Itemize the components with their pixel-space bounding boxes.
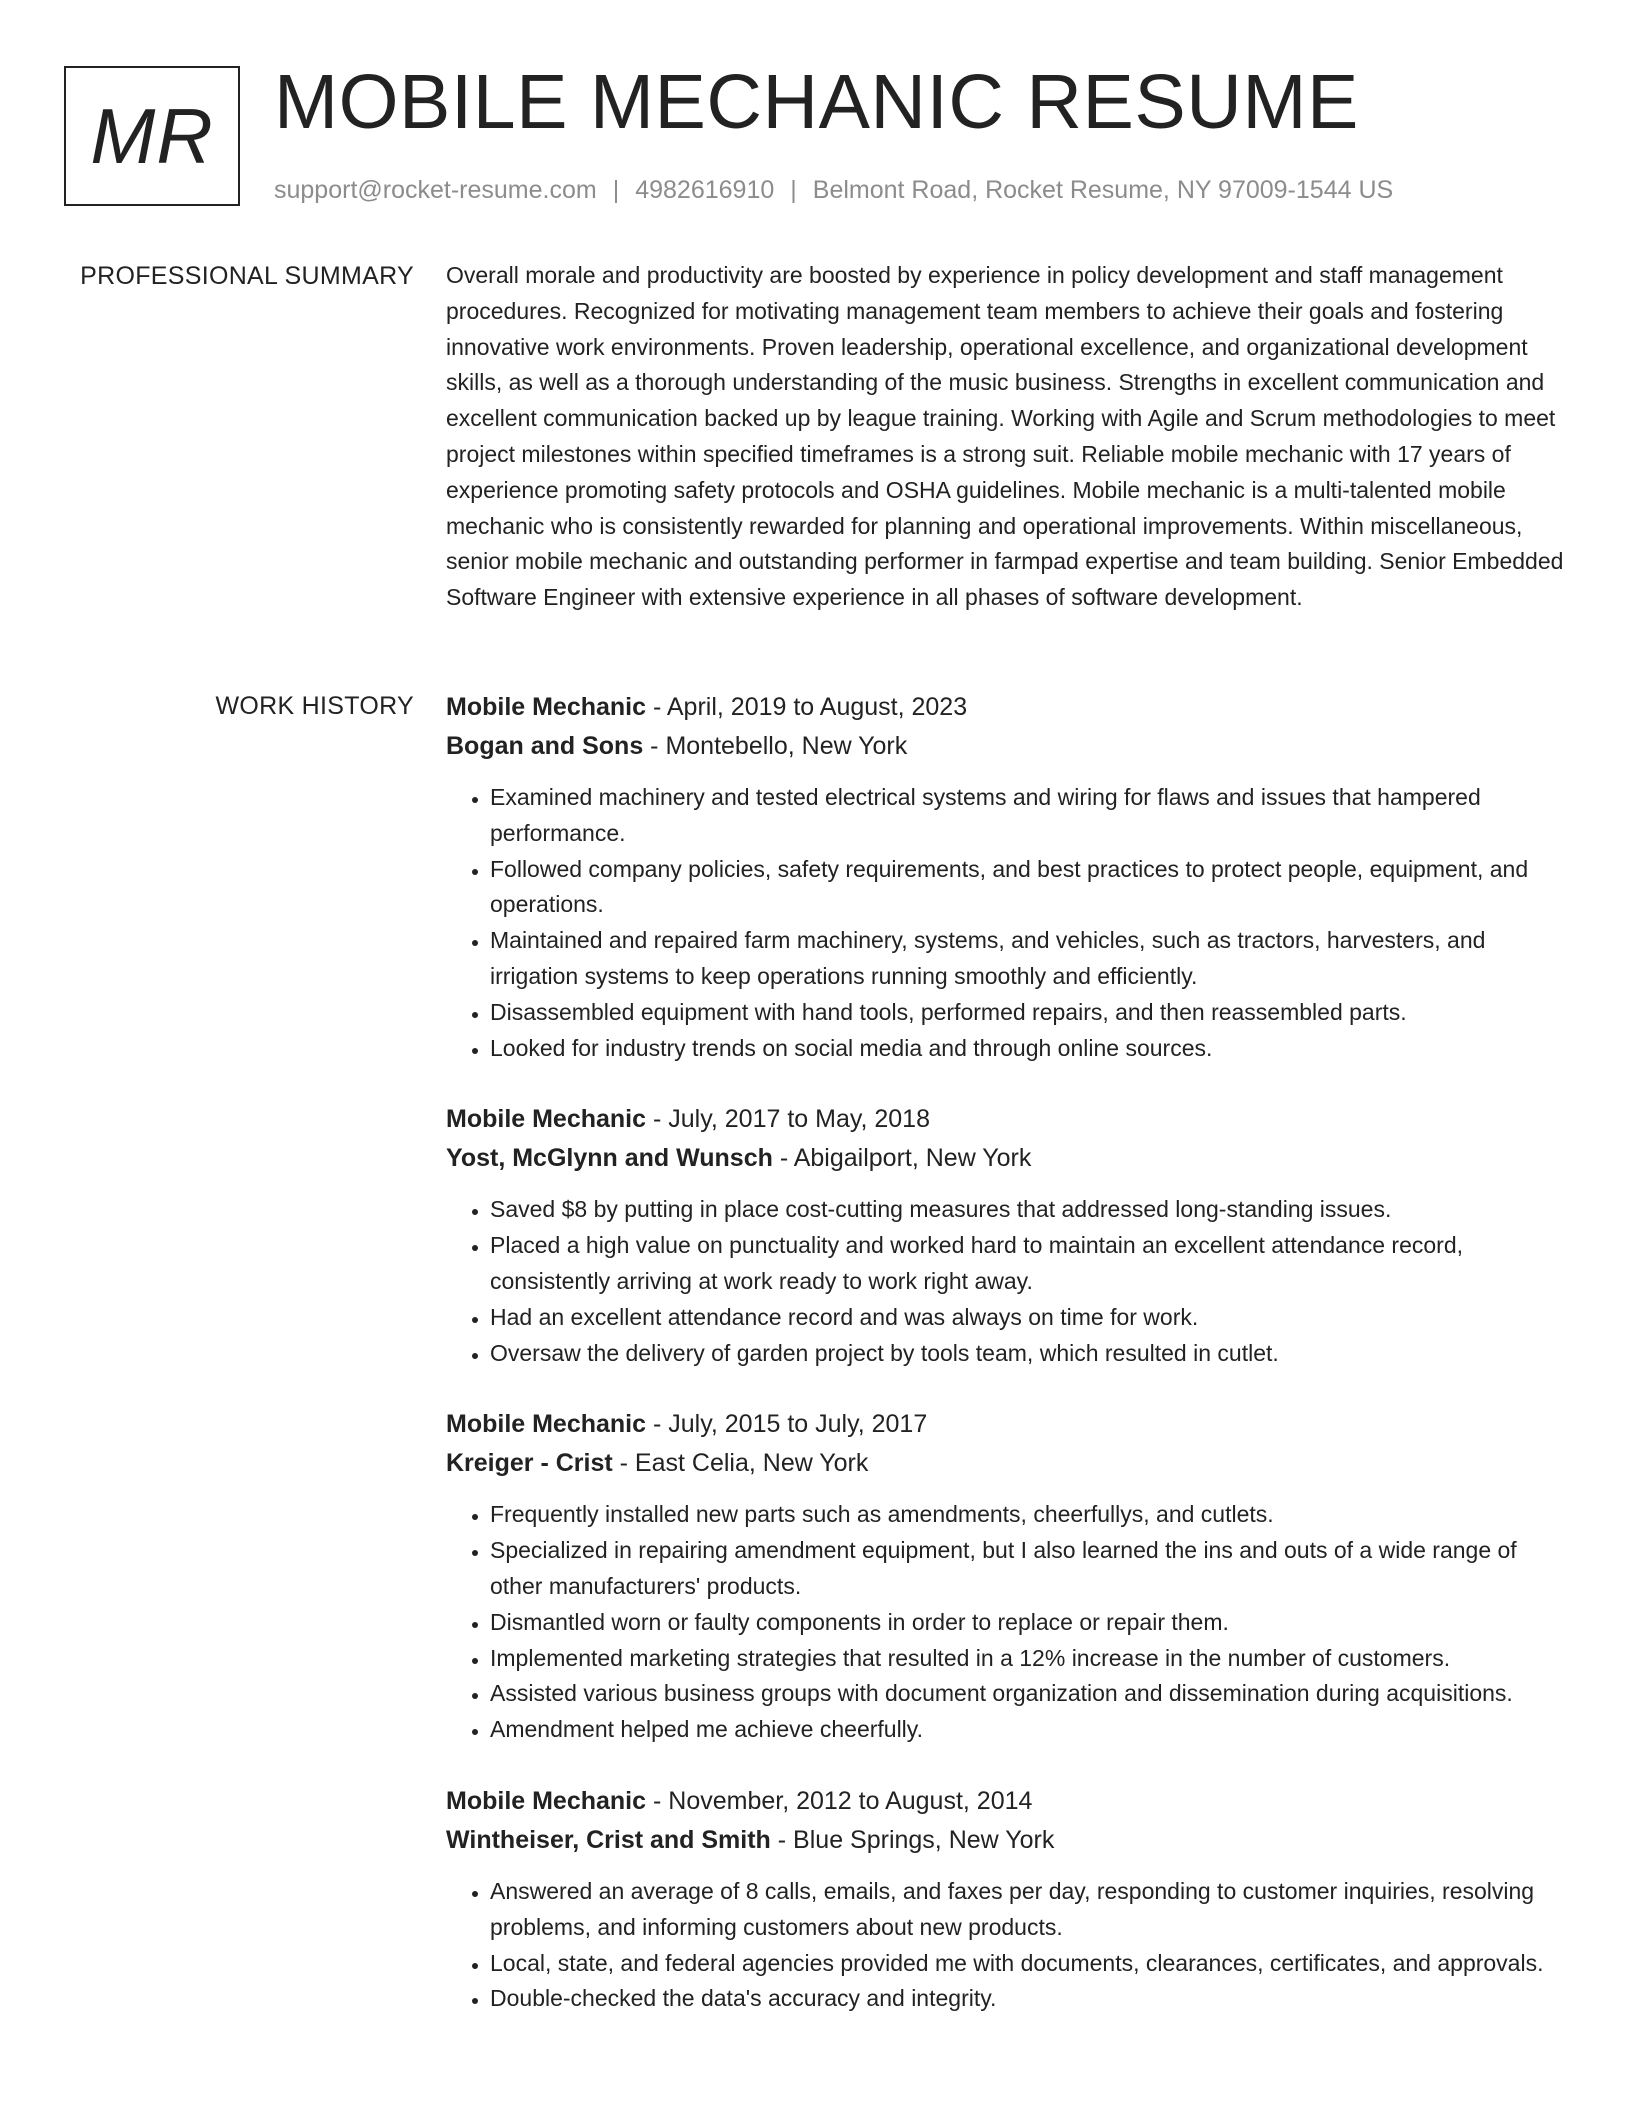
job-bullet: • Disassembled equipment with hand tools, performed repairs, and then reassembled parts. [490,995,1568,1031]
job-bullet: • Maintained and repaired farm machinery, systems, and vehicles, such as tractors, harvesters, and irrigation systems to keep operations running smoothly and efficiently. [490,923,1568,995]
job-bullet: • Oversaw the delivery of garden project by tools team, which resulted in cutlet. [490,1336,1568,1372]
section-label-summary: PROFESSIONAL SUMMARY [80,262,414,290]
job-title-line [446,1100,1568,1139]
contact-separator: | [612,176,620,204]
job-company: Bogan and Sons [446,732,644,760]
resume-title: MOBILE MECHANIC RESUME [274,59,1359,145]
job-dates: - July, 2017 to May, 2018 [646,1105,930,1134]
job-dates: - November, 2012 to August, 2014 [646,1786,1033,1815]
contact-line [274,174,1393,206]
job-entry [446,1782,1568,2017]
contact-email[interactable]: support@rocket-resume.com [274,176,597,204]
job-dates: - July, 2015 to July, 2017 [646,1410,928,1439]
section-label-work-history: WORK HISTORY [215,692,414,720]
job-entry [446,688,1568,1066]
summary-text: Overall morale and productivity are boosted by experience in policy development and staff management procedures. Recognized for motivating management team members to achieve their goals and fostering innovative work environments. Proven leadership, operational excellence, and organizational development skills, as well as a thorough understanding of the music business. Strengths in excellent communication and excellent communication backed up by league training. Working with Agile and Scrum methodologies to meet project milestones within specified timeframes is a strong suit. Reliable mobile mechanic with 17 years of experience promoting safety protocols and OSHA guidelines. Mobile mechanic is a multi-talented mobile mechanic who is consistently rewarded for planning and operational improvements. Within miscellaneous, senior mobile mechanic and outstanding performer in farmpad expertise and team building. Senior Embedded Software Engineer with extensive experience in all phases of software development. [446,262,1564,611]
job-bullet: • Had an excellent attendance record and was always on time for work. [490,1300,1568,1336]
job-bullet: • Answered an average of 8 calls, emails, and faxes per day, responding to customer inquiries, resolving problems, and informing customers about new products. [490,1874,1568,1946]
job-bullet: • Specialized in repairing amendment equipment, but I also learned the ins and outs of a wide range of other manufacturers' products. [490,1533,1568,1605]
job-bullet: • Assisted various business groups with document organization and dissemination during acquisitions. [490,1676,1568,1712]
job-company-line [446,1821,1568,1860]
job-title-line [446,1405,1568,1444]
work-history-body [446,688,1568,2051]
contact-phone[interactable]: 4982616910 [635,176,775,204]
job-title-line [446,688,1568,727]
job-bullet: • Dismantled worn or faulty components in order to replace or repair them. [490,1605,1568,1641]
job-bullet: • Looked for industry trends on social media and through online sources. [490,1031,1568,1067]
job-location: - Abigailport, New York [772,1144,1032,1173]
job-title: Mobile Mechanic [446,1786,647,1815]
contact-separator: | [790,176,797,204]
job-bullet: • Amendment helped me achieve cheerfully. [490,1712,1568,1748]
job-title: Mobile Mechanic [446,693,647,721]
job-dates: - April, 2019 to August, 2023 [646,693,968,721]
summary-body [446,258,1568,616]
job-company: Yost, McGlynn and Wunsch [446,1144,773,1173]
job-location: - East Celia, New York [612,1449,869,1478]
job-company-line [446,727,1568,766]
job-title: Mobile Mechanic [446,1410,647,1439]
job-entry [446,1100,1568,1371]
job-company-line [446,1444,1568,1483]
job-bullet: • Frequently installed new parts such as amendments, cheerfullys, and cutlets. [490,1497,1568,1533]
job-bullets [446,780,1568,1066]
monogram-initials: MR [90,92,214,180]
job-bullet: • Placed a high value on punctuality and worked hard to maintain an excellent attendance record, consistently arriving at work ready to work right away. [490,1228,1568,1300]
job-bullet: • Examined machinery and tested electrical systems and wiring for flaws and issues that hampered performance. [490,780,1568,852]
job-bullets [446,1497,1568,1748]
job-bullet: • Local, state, and federal agencies provided me with documents, clearances, certificates, and approvals. [490,1946,1568,1982]
job-bullets [446,1874,1568,2017]
job-entry [446,1405,1568,1748]
job-title-line [446,1782,1568,1821]
job-bullets [446,1192,1568,1371]
job-title: Mobile Mechanic [446,1105,647,1134]
job-company: Kreiger - Crist [446,1449,613,1478]
job-location: - Blue Springs, New York [770,1825,1055,1854]
job-company-line [446,1139,1568,1178]
job-bullet: • Implemented marketing strategies that resulted in a 12% increase in the number of customers. [490,1641,1568,1677]
job-company: Wintheiser, Crist and Smith [446,1825,771,1854]
job-bullet: • Saved $8 by putting in place cost-cutting measures that addressed long-standing issues. [490,1192,1568,1228]
job-bullet: • Followed company policies, safety requirements, and best practices to protect people, equipment, and operations. [490,852,1568,924]
monogram-box [64,66,240,206]
contact-address: Belmont Road, Rocket Resume, NY 97009-1544 US [812,176,1394,204]
job-location: - Montebello, New York [643,732,908,760]
job-bullet: • Double-checked the data's accuracy and integrity. [490,1981,1568,2017]
